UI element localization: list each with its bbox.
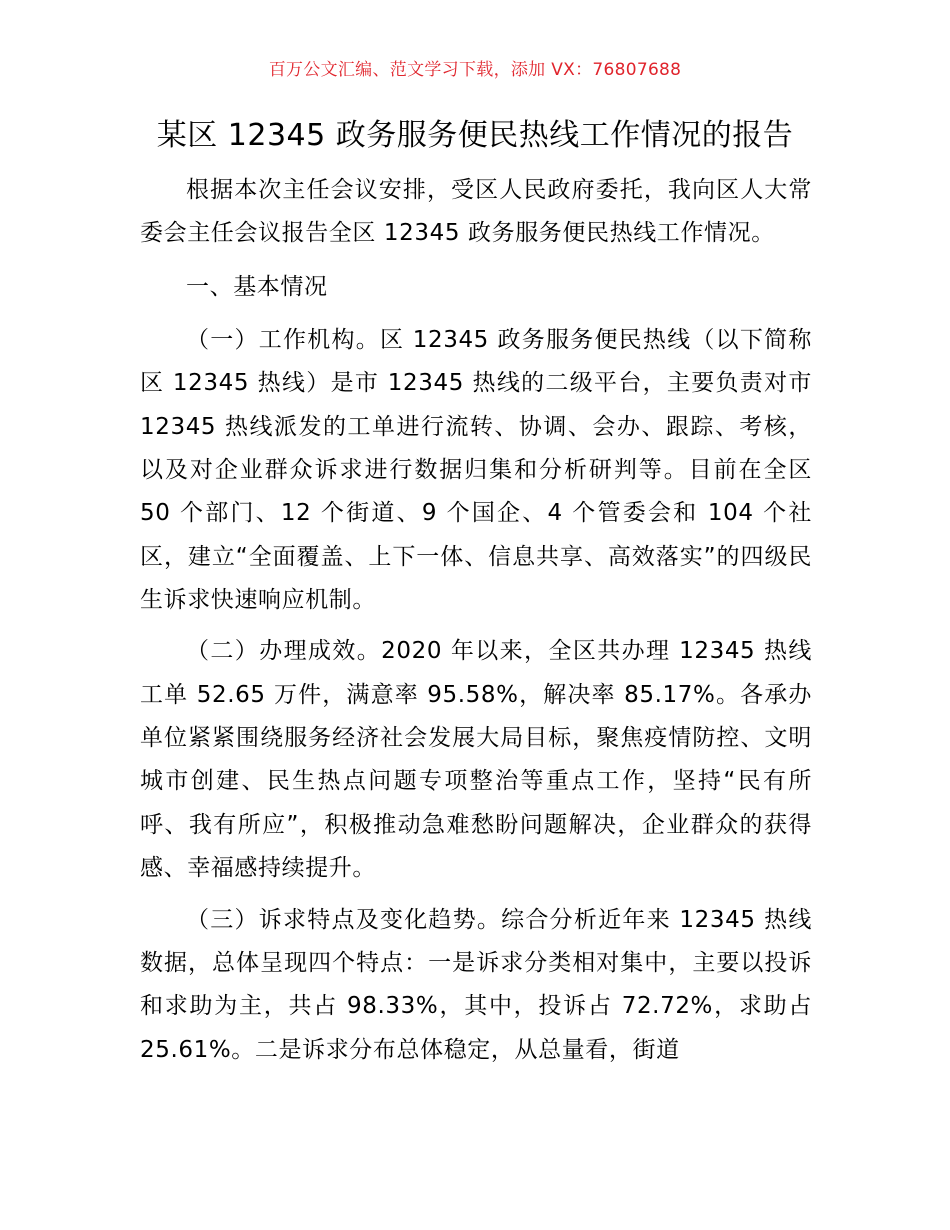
document-title: 某区 12345 政务服务便民热线工作情况的报告 bbox=[156, 118, 794, 153]
paragraph-results: （二）办理成效。2020 年以来，全区共办理 12345 热线工单 52.65 万件，满意率 95.58%，解决率 85.17%。各承办单位紧紧围绕服务经济社会发展大局目标，聚焦疫情防控、文明城市创建、民生热点问题专项整治等重点工作，坚持“民有所呼、我有所应”，积极推动急难愁盼问题解决，企业群众的获得感、幸福感持续提升。 bbox=[140, 638, 812, 882]
document-body bbox=[140, 169, 812, 1072]
paragraph-intro: 根据本次主任会议安排，受区人民政府委托，我向区人大常委会主任会议报告全区 12345 政务服务便民热线工作情况。 bbox=[140, 177, 812, 247]
paragraph-organization: （一）工作机构。区 12345 政务服务便民热线（以下简称区 12345 热线）是市 12345 热线的二级平台，主要负责对市 12345 热线派发的工单进行流转、协调、会办、跟踪、考核，以及对企业群众诉求进行数据归集和分析研判等。目前在全区 50 个部门、12 个街道、9 个国企、4 个管委会和 104 个社区，建立“全面覆盖、上下一体、信息共享、高效落实”的四级民生诉求快速响应机制。 bbox=[140, 327, 812, 614]
section-heading-basic: 一、基本情况 bbox=[186, 273, 328, 300]
paragraph-trends: （三）诉求特点及变化趋势。综合分析近年来 12345 热线数据，总体呈现四个特点：一是诉求分类相对集中，主要以投诉和求助为主，共占 98.33%，其中，投诉占 72.72%，求助占 25.61%。二是诉求分布总体稳定，从总量看，街道 bbox=[140, 906, 812, 1063]
watermark-header: 百万公文汇编、范文学习下载，添加 VX：76807688 bbox=[268, 60, 682, 80]
